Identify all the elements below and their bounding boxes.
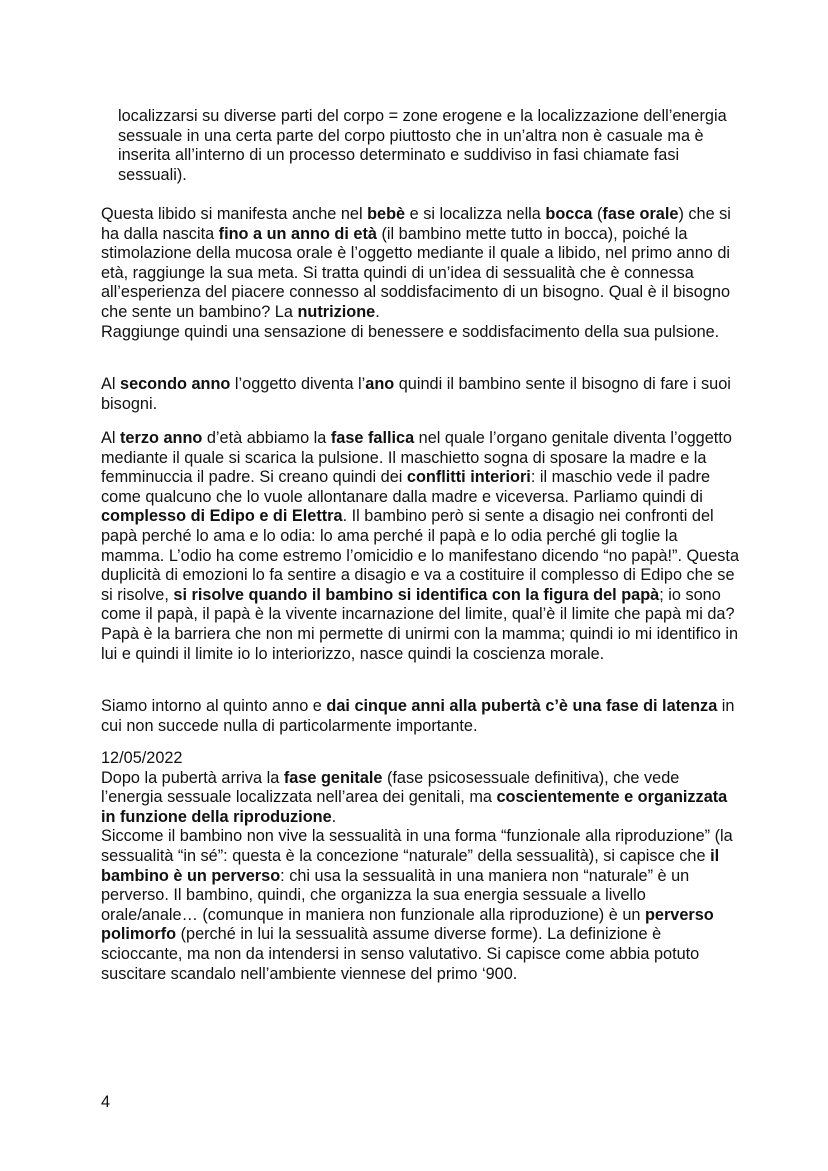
- date-label: 12/05/2022: [101, 749, 183, 767]
- text-segment: nel quale l’organo genitale diventa l’oggetto mediante il quale si scarica la pulsione. Il maschietto sogna di sposare la madre e la femminuccia il padre. Si creano quindi dei: [101, 429, 732, 487]
- bold-text: perverso polimorfo: [101, 905, 714, 944]
- text-segment: l’oggetto diventa l’: [230, 375, 366, 393]
- bold-text: bocca: [545, 205, 593, 223]
- bold-text: fino a un anno di età: [218, 224, 377, 243]
- bold-text: dai cinque anni alla pubertà c’è una fase di latenza: [326, 697, 718, 715]
- text-segment: Raggiunge quindi una sensazione di benessere e soddisfacimento della sua pulsione.: [101, 322, 720, 341]
- bold-text: conflitti interiori: [406, 468, 531, 487]
- text-segment: .: [331, 807, 337, 826]
- paragraph-phallic-phase: [101, 429, 741, 664]
- text-segment: quindi il bambino sente il bisogno di fare i suoi bisogni.: [101, 375, 731, 413]
- text-segment: Dopo la pubertà arriva la: [101, 768, 284, 787]
- text-segment: Questa libido si manifesta anche nel: [101, 205, 368, 223]
- text-segment: localizzarsi su diverse parti del corpo = zone erogene e la localizzazione dell’energia sessuale in una certa parte del corpo piuttosto che in un’altra non è casuale ma è inserita all’interno di un processo determinato e suddiviso in fasi chiamate fasi sessuali).: [118, 107, 727, 184]
- paragraph-genital-phase: [101, 749, 741, 984]
- text-segment: . Il bambino però si sente a disagio nei confronti del papà perché lo ama e lo odia: lo ama perché il papà e lo odia perché gli toglie la mamma. L’odio ha come estremo l’omicidio e lo manifestano dicendo “no papà!”. Questa duplicità di emozioni lo fa sentire a disagio e va a costituire il complesso di Edipo che se si risolve,: [101, 507, 740, 604]
- paragraph-latency-phase: [101, 697, 741, 736]
- text-segment: ; io sono come il papà, il papà è la vivente incarnazione del limite, qual’è il limite che papà mi da? Papà è la barriera che non mi permette di unirmi con la mamma; quindi io mi identifico in lui e quindi il limite io lo interiorizzo, nasce quindi la coscienza morale.: [101, 585, 739, 663]
- text-segment: (fase psicosessuale definitiva), che vede l’energia sessuale localizzata nell’area dei genitali, ma: [101, 768, 680, 807]
- text-segment: ) che si ha dalla nascita: [101, 205, 731, 243]
- bold-text: complesso di Edipo e di Elettra: [101, 507, 343, 526]
- text-segment: Siamo intorno al quinto anno e: [101, 697, 327, 715]
- bold-text: nutrizione: [297, 302, 376, 321]
- text-segment: Al: [101, 429, 121, 447]
- bold-text: bebè: [367, 205, 406, 223]
- bold-text: coscientemente e organizzata in funzione della riproduzione: [101, 788, 728, 826]
- bold-text: ano: [365, 375, 395, 393]
- page-number: 4: [101, 1093, 111, 1111]
- text-segment: e si localizza nella: [405, 205, 546, 223]
- bold-text: terzo anno: [120, 429, 203, 447]
- bold-text: fase fallica: [330, 429, 415, 447]
- text-segment: d’età abbiamo la: [202, 429, 331, 447]
- text-segment: Siccome il bambino non vive la sessualità in una forma “funzionale alla riproduzione” (la sessualità “in sé”: questa è la concezione “naturale” della sessualità), si capisce che: [101, 827, 733, 865]
- text-segment: (il bambino mette tutto in bocca), poiché la stimolazione della mucosa orale è l’oggetto mediante il quale a libido, nel primo anno di età, raggiunge la sua meta. Si tratta quindi di un’idea di sessualità che è connessa all’esperienza del piacere connesso al soddisfacimento di un bisogno. Qual è il bisogno che sente un bambino? La: [101, 224, 731, 321]
- bold-text: fase genitale: [283, 768, 383, 787]
- text-segment: : chi usa la sessualità in una maniera non “naturale” è un perverso. Il bambino, quindi, che organizza la sua energia sessuale a livello orale/anale… (comunque in maniera non funzionale alla riproduzione) è un: [101, 866, 690, 924]
- bold-text: fase orale: [602, 205, 679, 223]
- paragraph-intro-continuation: [118, 107, 728, 185]
- text-segment: : il maschio vede il padre come qualcuno che lo vuole allontanare dalla madre e viceversa. Parliamo quindi di: [101, 468, 710, 506]
- text-segment: (: [592, 205, 603, 223]
- text-segment: in cui non succede nulla di particolarmente importante.: [101, 697, 735, 735]
- text-segment: Al: [101, 375, 121, 393]
- bold-text: il bambino è un perverso: [101, 846, 720, 885]
- paragraph-oral-phase: [101, 205, 741, 342]
- text-segment: (perché in lui la sessualità assume diverse forme). La definizione è scioccante, ma non da intendersi in senso valutativo. Si capisce come abbia potuto suscitare scandalo nell’ambiente viennese del primo ‘900.: [101, 925, 700, 983]
- paragraph-anal-phase: [101, 375, 741, 414]
- text-segment: .: [375, 302, 380, 321]
- bold-text: secondo anno: [120, 375, 231, 393]
- bold-text: si risolve quando il bambino si identifica con la figura del papà: [173, 585, 660, 604]
